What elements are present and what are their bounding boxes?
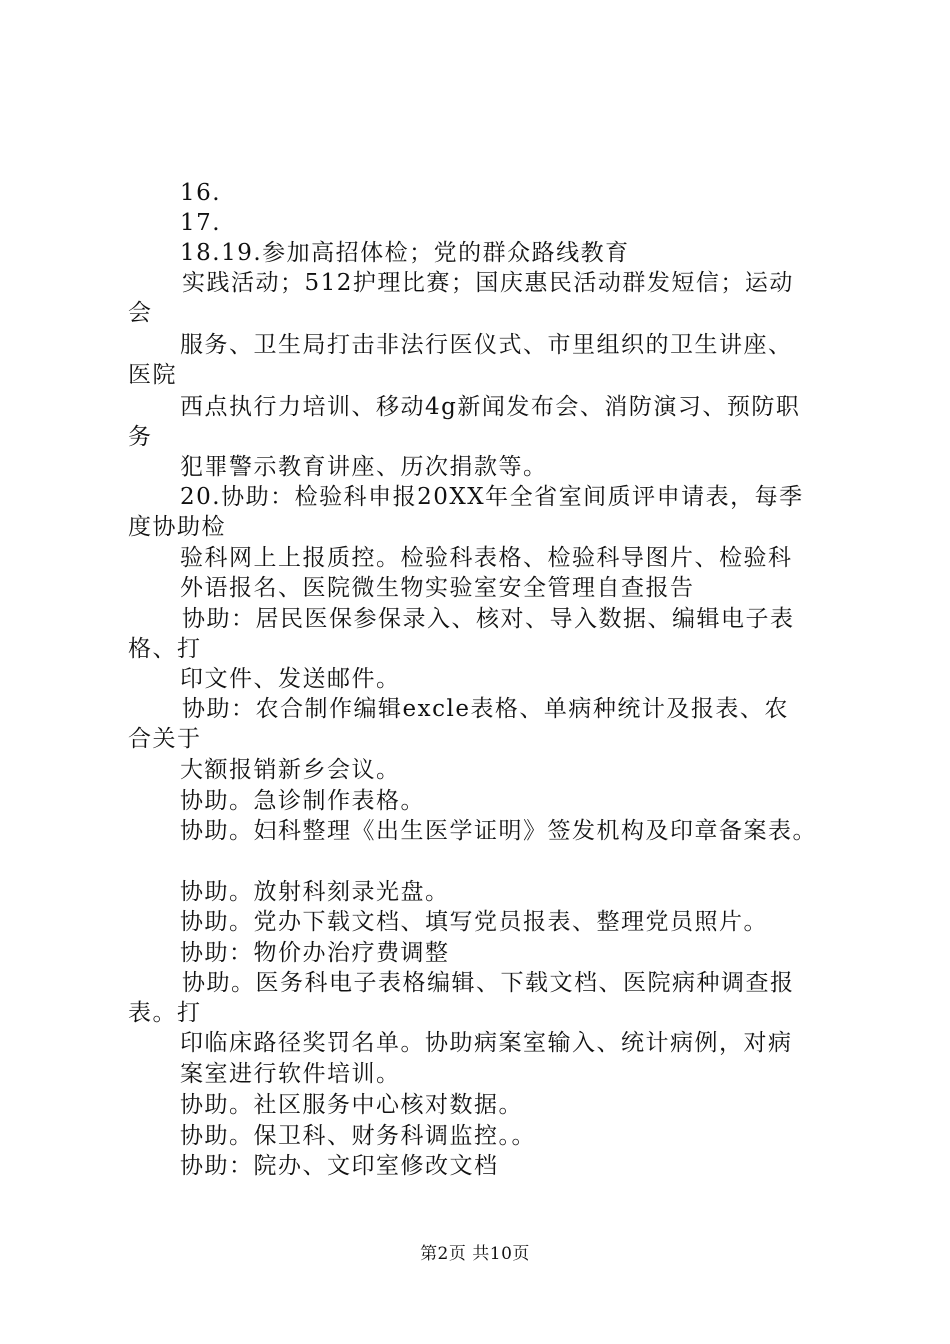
text-line: 协助。放射科刻录光盘。 — [180, 879, 450, 905]
text-line: 协助：院办、文印室修改文档 — [180, 1153, 499, 1179]
text-line: 实践活动；512护理比赛；国庆惠民活动群发短信；运动 — [182, 270, 794, 296]
text-line: 协助。急诊制作表格。 — [180, 788, 425, 814]
text-line: 16. — [180, 180, 222, 206]
text-line: 度协助检 — [128, 514, 226, 540]
text-line: 合关于 — [128, 726, 202, 752]
text-line: 17. — [180, 210, 222, 236]
text-line: 印临床路径奖罚名单。协助病案室输入、统计病例，对病 — [180, 1030, 793, 1056]
text-line: 犯罪警示教育讲座、历次捐款等。 — [180, 454, 548, 480]
text-line: 协助。妇科整理《出生医学证明》签发机构及印章备案表。 — [180, 818, 817, 844]
text-line: 务 — [128, 424, 153, 450]
text-line: 服务、卫生局打击非法行医仪式、市里组织的卫生讲座、 — [180, 332, 793, 358]
text-line: 表。打 — [128, 1000, 202, 1026]
text-line: 案室进行软件培训。 — [180, 1061, 401, 1087]
text-line: 协助。社区服务中心核对数据。 — [180, 1092, 523, 1118]
text-line: 西点执行力培训、移动4g新闻发布会、消防演习、预防职 — [180, 394, 801, 420]
text-line: 印文件、发送邮件。 — [180, 666, 401, 692]
text-line: 协助：居民医保参保录入、核对、导入数据、编辑电子表 — [182, 606, 795, 632]
text-line: 会 — [128, 300, 153, 326]
text-line: 20.协助：检验科申报20XX年全省室间质评申请表，每季 — [180, 484, 804, 510]
text-line: 18.19.参加高招体检；党的群众路线教育 — [180, 240, 630, 266]
text-line: 外语报名、医院微生物实验室安全管理自查报告 — [180, 575, 695, 601]
text-line: 格、打 — [128, 636, 202, 662]
text-line: 协助：农合制作编辑excle表格、单病种统计及报表、农 — [182, 696, 789, 722]
text-line: 协助。党办下载文档、填写党员报表、整理党员照片。 — [180, 909, 768, 935]
page-number-footer: 第2页 共10页 — [420, 1244, 530, 1264]
text-line: 大额报销新乡会议。 — [180, 757, 401, 783]
text-line: 验科网上上报质控。检验科表格、检验科导图片、检验科 — [180, 545, 793, 571]
text-line: 协助：物价办治疗费调整 — [180, 940, 450, 966]
text-line: 医院 — [128, 362, 177, 388]
text-line: 协助。医务科电子表格编辑、下载文档、医院病种调查报 — [182, 970, 795, 996]
text-line: 协助。保卫科、财务科调监控。。 — [180, 1123, 536, 1149]
